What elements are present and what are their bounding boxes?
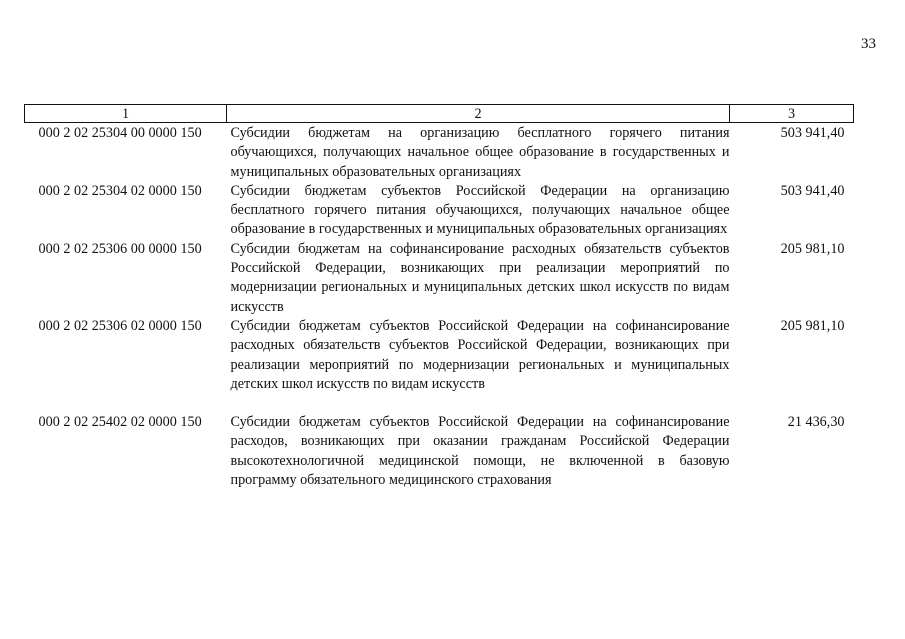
- row-description: Субсидии бюджетам субъектов Российской Федерации на софинансирование расходов, возникающих при оказании гражданам Российской Федерации высокотехнологичной медицинской помощи, не включенной в базовую программу обязательного медицинского страхования: [230, 414, 730, 489]
- row-description: Субсидии бюджетам на софинансирование расходных обязательств субъектов Российской Федерации, возникающих при реализации мероприятий по модернизации региональных и муниципальных детских школ искусств по видам искусств: [230, 240, 730, 315]
- row-description: Субсидии бюджетам субъектов Российской Федерации на софинансирование расходных обязательств субъектов Российской Федерации, возникающих при реализации мероприятий по модернизации региональных и муниципальных детских школ искусств по видам искусств: [230, 317, 730, 392]
- row-code: 000 2 02 25304 02 0000 150: [38, 182, 202, 199]
- row-description: Субсидии бюджетам на организацию бесплатного горячего питания обучающихся, получающих начальное общее образование в государственных и муниципальных образовательных организациях: [230, 125, 730, 180]
- row-amount: 205 981,10: [780, 240, 845, 257]
- row-code: 000 2 02 25304 00 0000 150: [38, 125, 202, 141]
- row-amount: 503 941,40: [780, 182, 845, 199]
- budget-table: [24, 104, 854, 490]
- row-code: 000 2 02 25402 02 0000 150: [38, 414, 202, 431]
- table-row: [25, 182, 854, 240]
- page-number: 33: [861, 36, 876, 52]
- row-amount: 503 941,40: [780, 125, 845, 141]
- table-row: [25, 394, 854, 490]
- column-header-code: 1: [25, 105, 227, 123]
- column-header-amount: 3: [730, 105, 854, 123]
- row-amount: 205 981,10: [780, 317, 845, 334]
- row-description: Субсидии бюджетам субъектов Российской Федерации на организацию бесплатного горячего питания обучающихся, получающих начальное общее образование в государственных и муниципальных образовательных организациях: [230, 182, 730, 238]
- table-row: [25, 317, 854, 394]
- column-header-description: 2: [227, 105, 730, 123]
- table-row: [25, 240, 854, 317]
- table-header-row: [25, 105, 854, 123]
- table-row: [25, 123, 854, 182]
- row-code: 000 2 02 25306 02 0000 150: [38, 317, 202, 334]
- row-code: 000 2 02 25306 00 0000 150: [38, 240, 202, 257]
- row-amount: 21 436,30: [787, 414, 845, 431]
